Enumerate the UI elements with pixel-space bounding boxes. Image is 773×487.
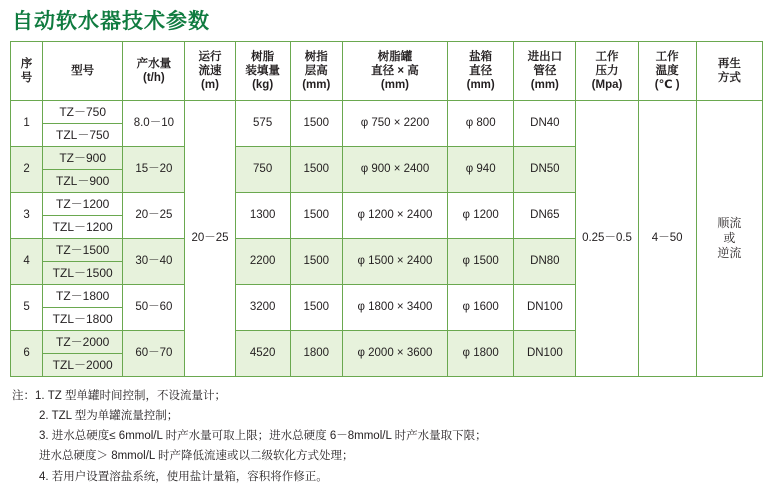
cell-resin-height: 1500: [290, 239, 342, 285]
cell-resin-tank: φ 1800 × 3400: [342, 285, 447, 331]
cell-flow-speed-merged: 20－25: [185, 101, 235, 377]
cell-resin-tank: φ 750 × 2200: [342, 101, 447, 147]
note-item-3-cont: 进水总硬度＞ 8mmol/L 时产降低流速或以二级软化方式处理；: [39, 450, 354, 463]
cell-resin-tank: φ 900 × 2400: [342, 147, 447, 193]
cell-resin-fill: 750: [235, 147, 290, 193]
cell-no: 5: [11, 285, 43, 331]
cell-output: 20－25: [123, 193, 185, 239]
cell-model: TZL－1800: [43, 308, 123, 331]
cell-resin-fill: 575: [235, 101, 290, 147]
cell-resin-tank: φ 2000 × 3600: [342, 331, 447, 377]
col-header-resin-fill: 树脂 装填量 (kg): [235, 42, 290, 101]
cell-salt-box: φ 1200: [448, 193, 514, 239]
cell-no: 4: [11, 239, 43, 285]
cell-salt-box: φ 1800: [448, 331, 514, 377]
cell-model: TZL－2000: [43, 354, 123, 377]
page-title: 自动软水器技术参数: [12, 10, 210, 33]
cell-output: 60－70: [123, 331, 185, 377]
cell-resin-height: 1500: [290, 147, 342, 193]
cell-model: TZL－750: [43, 124, 123, 147]
col-header-flow-speed: 运行 流速 (m): [185, 42, 235, 101]
cell-output: 15－20: [123, 147, 185, 193]
cell-work-pressure-merged: 0.25－0.5: [576, 101, 638, 377]
cell-resin-fill: 2200: [235, 239, 290, 285]
cell-model: TZ－1200: [43, 193, 123, 216]
cell-model: TZ－900: [43, 147, 123, 170]
cell-resin-height: 1500: [290, 285, 342, 331]
cell-no: 3: [11, 193, 43, 239]
cell-no: 1: [11, 101, 43, 147]
col-header-work-pressure: 工作 压力 (Mpa): [576, 42, 638, 101]
regen-line-2: 或: [723, 231, 736, 246]
cell-resin-height: 1800: [290, 331, 342, 377]
col-header-resin-tank: 树脂罐 直径 × 高 (mm): [342, 42, 447, 101]
cell-output: 30－40: [123, 239, 185, 285]
cell-resin-tank: φ 1200 × 2400: [342, 193, 447, 239]
cell-pipe-diameter: DN100: [514, 331, 576, 377]
col-header-regeneration: 再生 方式: [696, 42, 762, 101]
cell-resin-height: 1500: [290, 101, 342, 147]
cell-resin-fill: 1300: [235, 193, 290, 239]
note-item-3: 3. 进水总硬度≤ 6mmol/L 时产水量可取上限；进水总硬度 6－8mmol/L 时产水量取下限；: [39, 430, 487, 443]
cell-model: TZ－2000: [43, 331, 123, 354]
note-item-4: 4. 若用户设置溶盐系统，使用盐计量箱，容积将作修正。: [39, 470, 328, 483]
col-header-resin-height: 树指 层高 (mm): [290, 42, 342, 101]
cell-output: 50－60: [123, 285, 185, 331]
cell-pipe-diameter: DN80: [514, 239, 576, 285]
cell-regeneration-merged: [696, 101, 762, 377]
col-header-output: 产水量 (t/h): [123, 42, 185, 101]
cell-salt-box: φ 1600: [448, 285, 514, 331]
cell-work-temperature-merged: 4－50: [638, 101, 696, 377]
cell-model: TZL－900: [43, 170, 123, 193]
cell-pipe-diameter: DN40: [514, 101, 576, 147]
notes-section: [10, 386, 763, 487]
cell-salt-box: φ 940: [448, 147, 514, 193]
cell-model: TZL－1200: [43, 216, 123, 239]
cell-no: 6: [11, 331, 43, 377]
cell-resin-height: 1500: [290, 193, 342, 239]
cell-resin-fill: 3200: [235, 285, 290, 331]
col-header-pipe-diameter: 进出口 管径 (mm): [514, 42, 576, 101]
specification-table: [10, 41, 763, 377]
regen-line-1: 顺流: [717, 216, 742, 231]
col-header-no: 序 号: [11, 42, 43, 101]
cell-model: TZ－750: [43, 101, 123, 124]
note-item-1: 注：1. TZ 型单罐时间控制，不设流量计；: [12, 390, 227, 403]
cell-pipe-diameter: DN100: [514, 285, 576, 331]
regen-line-3: 逆流: [717, 246, 742, 261]
cell-pipe-diameter: DN65: [514, 193, 576, 239]
cell-output: 8.0－10: [123, 101, 185, 147]
table-row: [11, 101, 763, 124]
cell-resin-tank: φ 1500 × 2400: [342, 239, 447, 285]
cell-salt-box: φ 1500: [448, 239, 514, 285]
cell-salt-box: φ 800: [448, 101, 514, 147]
col-header-work-temperature: 工作 温度 (℃ ): [638, 42, 696, 101]
note-item-2: 2. TZL 型为单罐流量控制；: [39, 410, 179, 423]
notes-label: 注：: [12, 390, 35, 403]
cell-model: TZL－1500: [43, 262, 123, 285]
col-header-model: 型号: [43, 42, 123, 101]
cell-no: 2: [11, 147, 43, 193]
cell-resin-fill: 4520: [235, 331, 290, 377]
cell-model: TZ－1500: [43, 239, 123, 262]
table-header-row: [11, 42, 763, 101]
col-header-salt-box: 盐箱 直径 (mm): [448, 42, 514, 101]
cell-model: TZ－1800: [43, 285, 123, 308]
cell-pipe-diameter: DN50: [514, 147, 576, 193]
